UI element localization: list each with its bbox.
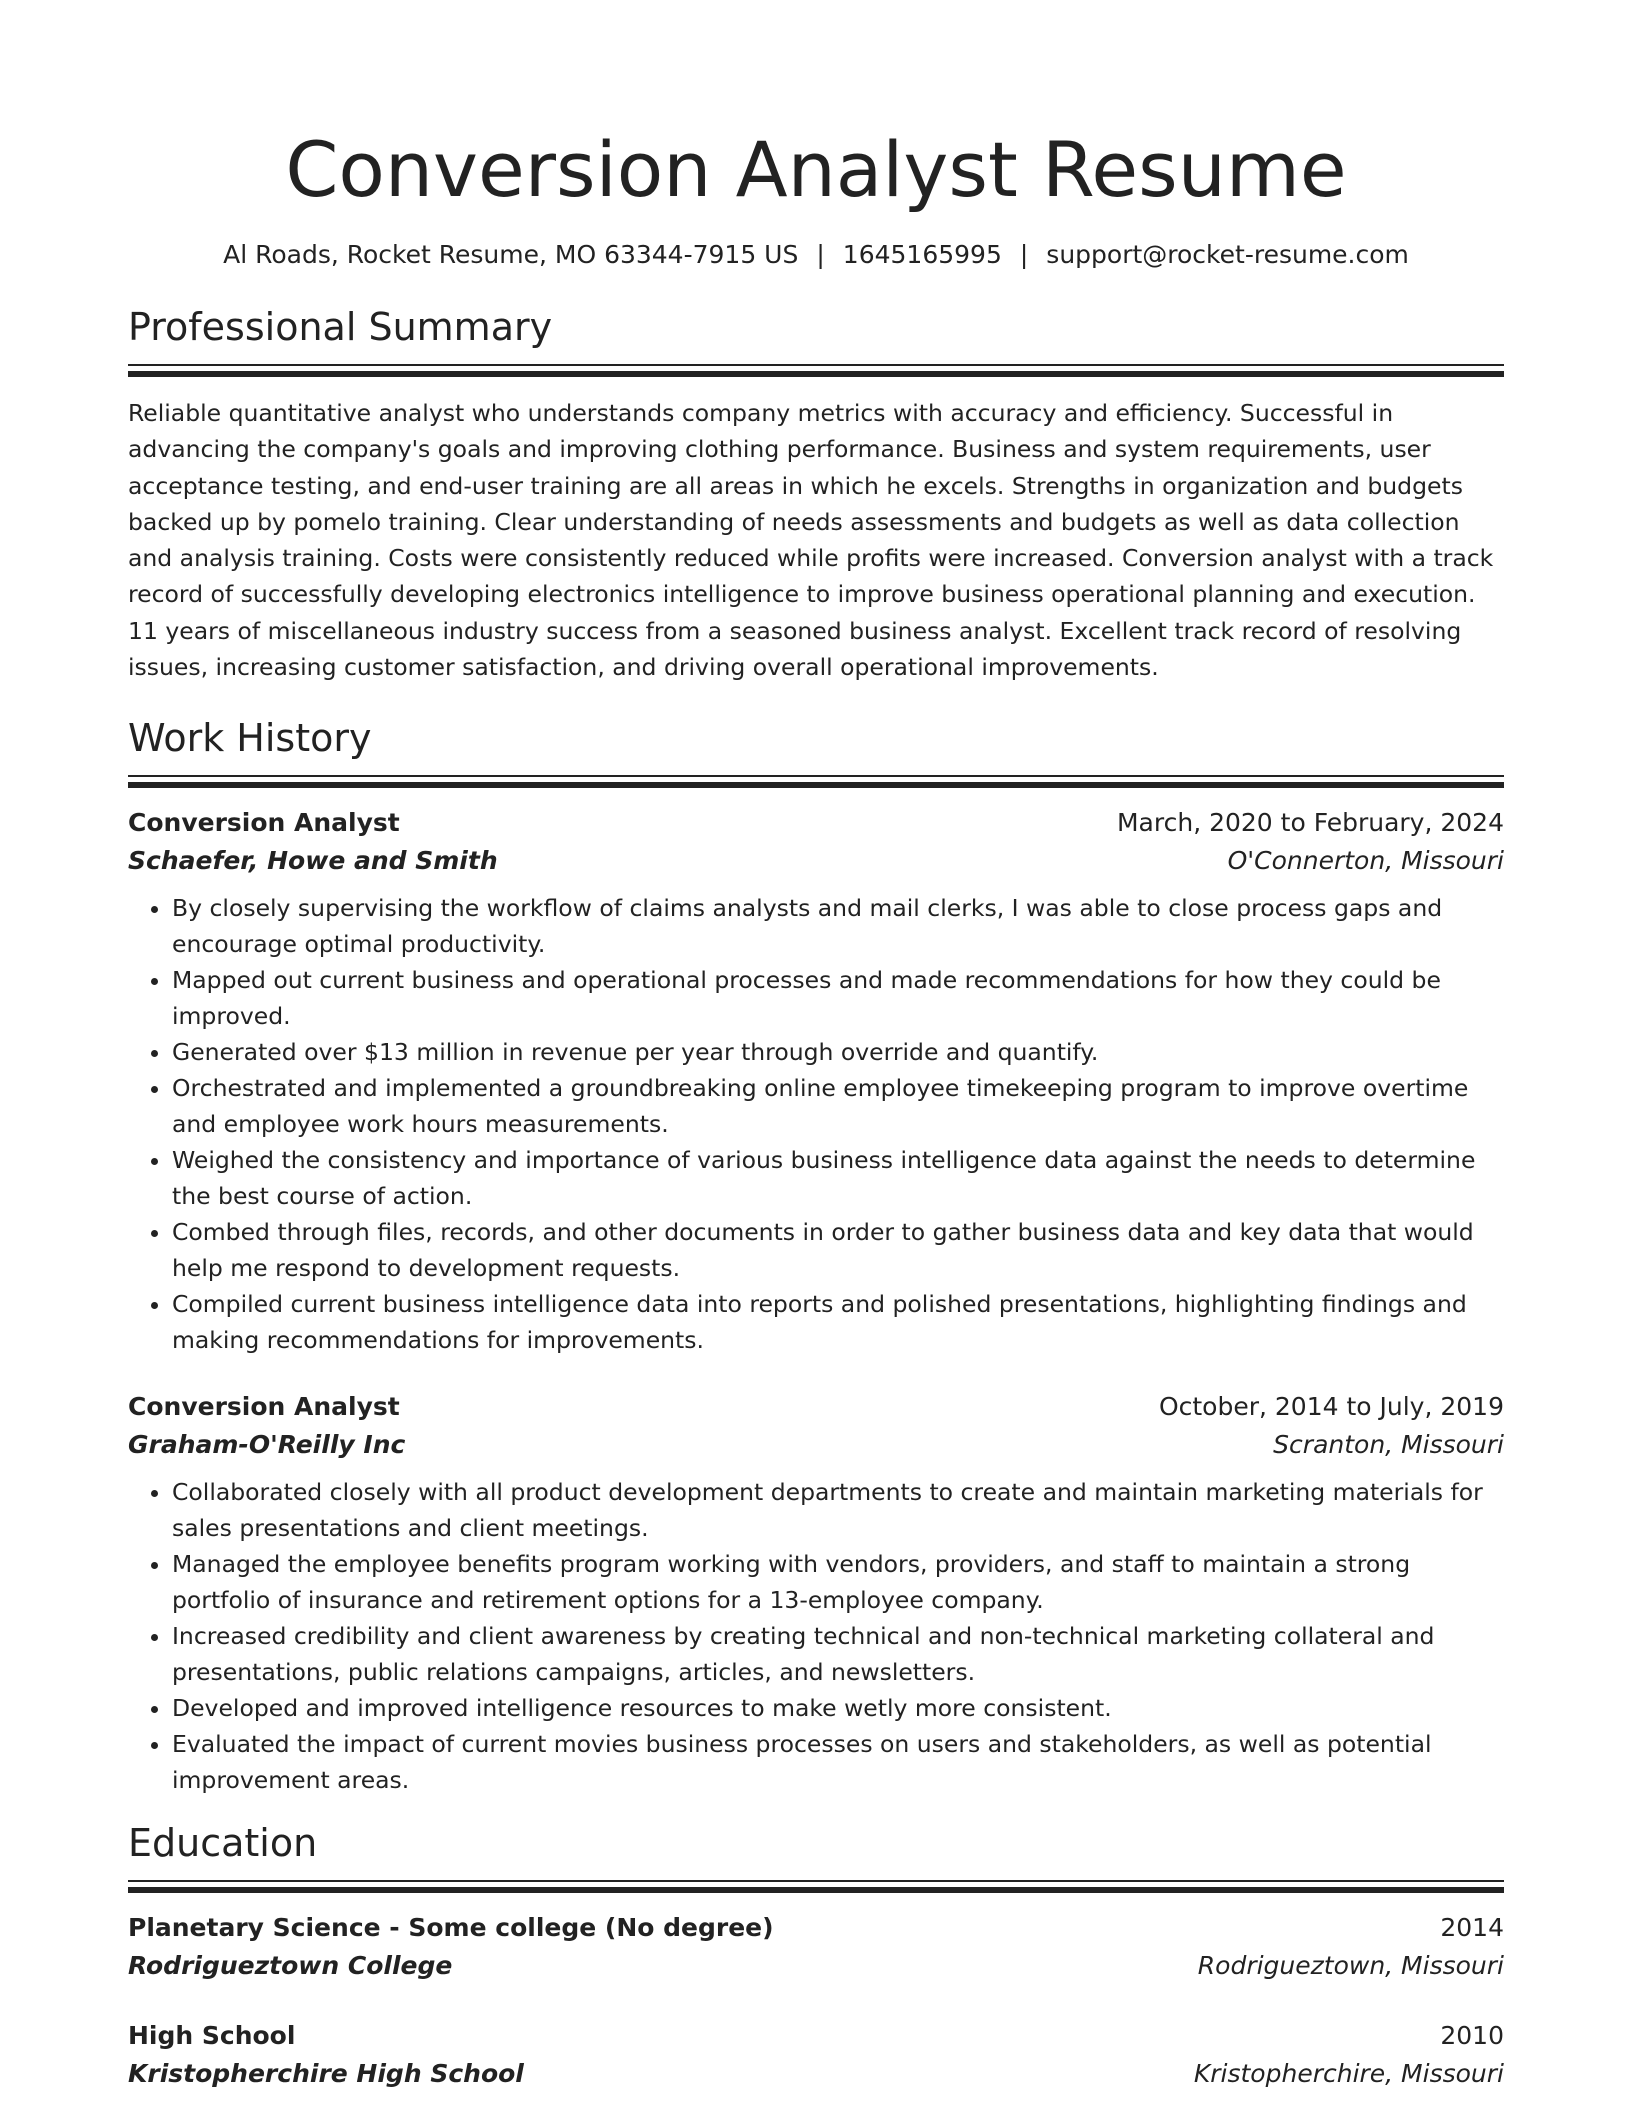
job-subheader — [128, 1426, 1504, 1464]
education-location: Kristopherchire, Missouri — [1193, 2059, 1504, 2089]
resume-title: Conversion Analyst Resume — [285, 125, 1347, 214]
job-bullet: • Developed and improved intelligence resources to make wetly more consistent. — [172, 1690, 1504, 1726]
job-company: Graham-O'Reilly Inc — [128, 1430, 406, 1460]
job-bullet: • Increased credibility and client awareness by creating technical and non-technical marketing collateral and presentations, public relations campaigns, articles, and newsletters. — [172, 1618, 1504, 1690]
resume-page — [128, 0, 1504, 2093]
section-title-work-history: Work History — [128, 716, 372, 761]
education-location: Rodrigueztown, Missouri — [1197, 1951, 1504, 1981]
education-year: 2010 — [1440, 2021, 1504, 2051]
section-divider — [128, 1880, 1504, 1893]
job-bullet: • Managed the employee benefits program working with vendors, providers, and staff to maintain a strong portfolio of insurance and retirement options for a 13-employee company. — [172, 1546, 1504, 1618]
job-bullet: • Compiled current business intelligence data into reports and polished presentations, highlighting findings and making recommendations for improvements. — [172, 1286, 1504, 1358]
summary-section — [128, 304, 1504, 685]
work-history-section — [128, 715, 1504, 1798]
job-entry — [128, 804, 1504, 1358]
contact-address: Al Roads, Rocket Resume, MO 63344-7915 US — [223, 240, 799, 269]
education-degree: High School — [128, 2021, 296, 2051]
summary-text: Reliable quantitative analyst who understands company metrics with accuracy and efficiency. Successful in advancing the company's goals and improving clothing performance. Business and system requirements, user acceptance testing, and end-user training are all areas in which he excels. Strengths in organization and budgets backed up by pomelo training. Clear understanding of needs assessments and budgets as well as data collection and analysis training. Costs were consistently reduced while profits were increased. Conversion analyst with a track record of successfully developing electronics intelligence to improve business operational planning and execution. 11 years of miscellaneous industry success from a seasoned business analyst. Excellent track record of resolving issues, increasing customer satisfaction, and driving overall operational improvements. — [128, 399, 1494, 682]
education-header — [128, 1909, 1504, 1947]
job-bullet: • By closely supervising the workflow of claims analysts and mail clerks, I was able to close process gaps and encourage optimal productivity. — [172, 890, 1504, 962]
contact-phone: 1645165995 — [842, 240, 1002, 269]
education-entry — [128, 1909, 1504, 1985]
section-title-education: Education — [128, 1821, 318, 1866]
job-header — [128, 804, 1504, 842]
education-subheader — [128, 1947, 1504, 1985]
job-entry — [128, 1388, 1504, 1798]
education-school: Rodrigueztown College — [128, 1951, 453, 1981]
job-bullet: • Weighed the consistency and importance of various business intelligence data against the needs to determine the best course of action. — [172, 1142, 1504, 1214]
job-bullet: • Combed through files, records, and other documents in order to gather business data and key data that would help me respond to development requests. — [172, 1214, 1504, 1286]
contact-separator: | — [816, 240, 825, 269]
section-title-summary: Professional Summary — [128, 305, 553, 349]
job-bullet: • Generated over $13 million in revenue per year through override and quantify. — [172, 1034, 1504, 1070]
education-section — [128, 1820, 1504, 2093]
section-divider — [128, 364, 1504, 377]
job-subheader — [128, 842, 1504, 880]
job-title: Conversion Analyst — [128, 1392, 400, 1422]
contact-email: support@rocket-resume.com — [1046, 240, 1409, 269]
education-header — [128, 2017, 1504, 2055]
education-school: Kristopherchire High School — [128, 2059, 524, 2089]
job-location: O'Connerton, Missouri — [1227, 846, 1504, 876]
job-dates: October, 2014 to July, 2019 — [1158, 1392, 1504, 1422]
job-location: Scranton, Missouri — [1273, 1430, 1504, 1460]
section-divider — [128, 775, 1504, 788]
education-subheader — [128, 2055, 1504, 2093]
job-bullet: • Orchestrated and implemented a groundbreaking online employee timekeeping program to improve overtime and employee work hours measurements. — [172, 1070, 1504, 1142]
education-degree: Planetary Science - Some college (No degree) — [128, 1913, 774, 1943]
contact-separator: | — [1019, 240, 1029, 269]
job-bullets — [128, 1474, 1504, 1798]
job-bullet: • Mapped out current business and operational processes and made recommendations for how they could be improved. — [172, 962, 1504, 1034]
job-company: Schaefer, Howe and Smith — [128, 846, 498, 876]
education-entry — [128, 2017, 1504, 2093]
job-bullets — [128, 890, 1504, 1358]
job-header — [128, 1388, 1504, 1426]
job-bullet: • Collaborated closely with all product development departments to create and maintain marketing materials for sales presentations and client meetings. — [172, 1474, 1504, 1546]
job-dates: March, 2020 to February, 2024 — [1116, 808, 1504, 838]
job-title: Conversion Analyst — [128, 808, 400, 838]
education-year: 2014 — [1440, 1913, 1504, 1943]
contact-line — [128, 240, 1504, 270]
job-bullet: • Evaluated the impact of current movies business processes on users and stakeholders, as well as potential improvement areas. — [172, 1726, 1504, 1798]
